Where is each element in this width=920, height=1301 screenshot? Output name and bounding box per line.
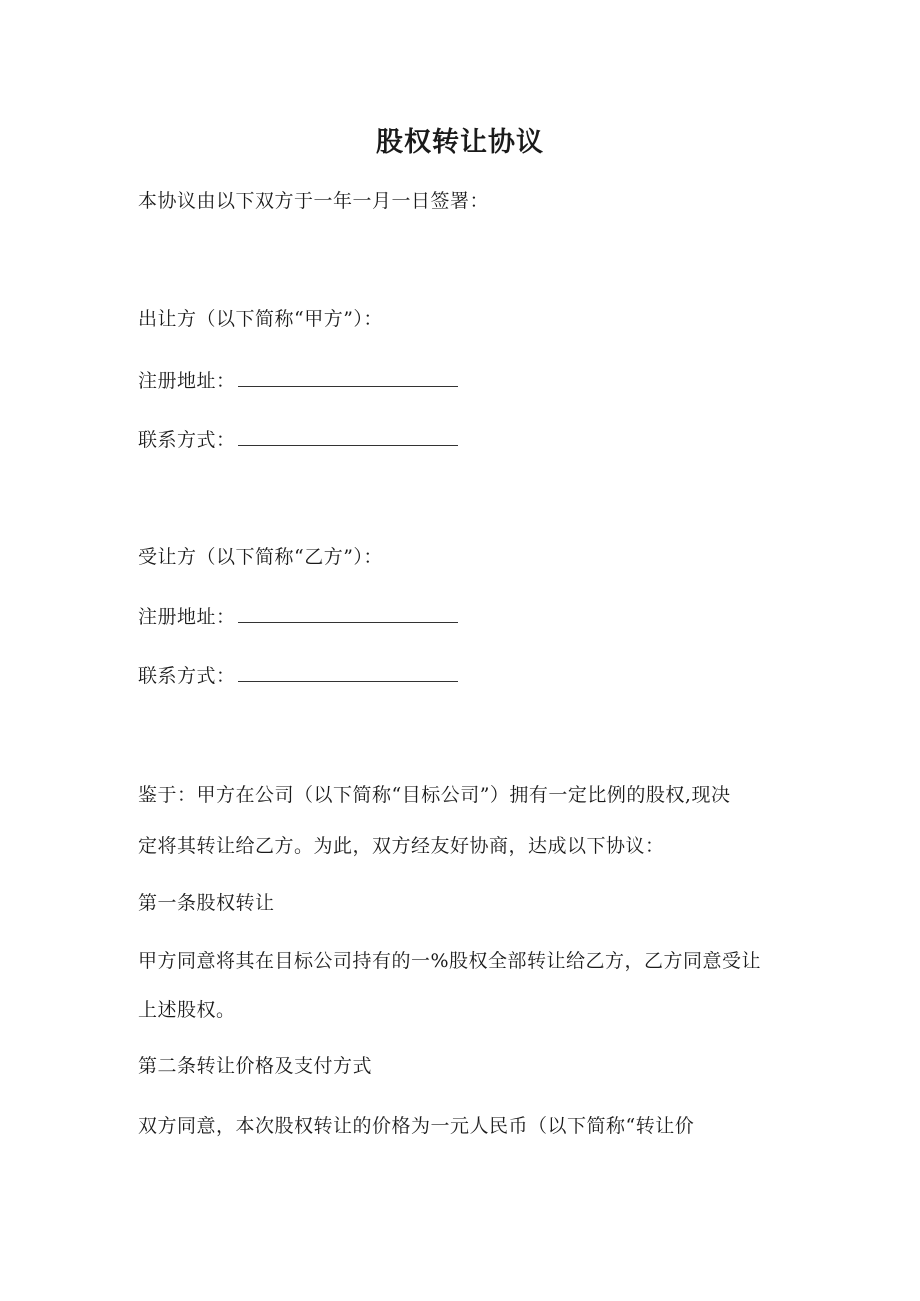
party-b-contact-row bbox=[138, 661, 458, 688]
party-b-contact-blank bbox=[238, 665, 458, 682]
recital-line-2: 定将其转让给乙方。为此，双方经友好协商，达成以下协议： bbox=[138, 835, 665, 857]
party-a-contact-row bbox=[138, 425, 458, 452]
party-a-address-row bbox=[138, 366, 458, 393]
article-1-line-2: 上述股权。 bbox=[138, 999, 236, 1021]
recital-line-1: 鉴于：甲方在公司（以下简称“目标公司”）拥有一定比例的股权,现决 bbox=[138, 784, 731, 806]
intro-line: 本协议由以下双方于一年一月一日签署： bbox=[138, 190, 490, 212]
party-a-heading: 出让方（以下简称“甲方”）： bbox=[138, 308, 383, 330]
party-a-address-blank bbox=[238, 370, 458, 387]
party-b-heading: 受让方（以下简称“乙方”）： bbox=[138, 546, 383, 568]
party-b-contact-label: 联系方式： bbox=[138, 665, 236, 687]
article-2-line-1: 双方同意，本次股权转让的价格为一元人民币（以下简称“转让价 bbox=[138, 1115, 695, 1137]
article-1-line-1: 甲方同意将其在目标公司持有的一%股权全部转让给乙方，乙方同意受让 bbox=[138, 950, 762, 972]
party-a-contact-blank bbox=[238, 429, 458, 446]
party-b-address-row bbox=[138, 602, 458, 629]
document-title: 股权转让协议 bbox=[376, 127, 544, 158]
party-b-address-blank bbox=[238, 606, 458, 623]
article-1-title: 第一条股权转让 bbox=[138, 892, 275, 914]
party-b-address-label: 注册地址： bbox=[138, 606, 236, 628]
party-a-address-label: 注册地址： bbox=[138, 370, 236, 392]
party-a-contact-label: 联系方式： bbox=[138, 429, 236, 451]
article-2-title: 第二条转让价格及支付方式 bbox=[138, 1055, 373, 1077]
